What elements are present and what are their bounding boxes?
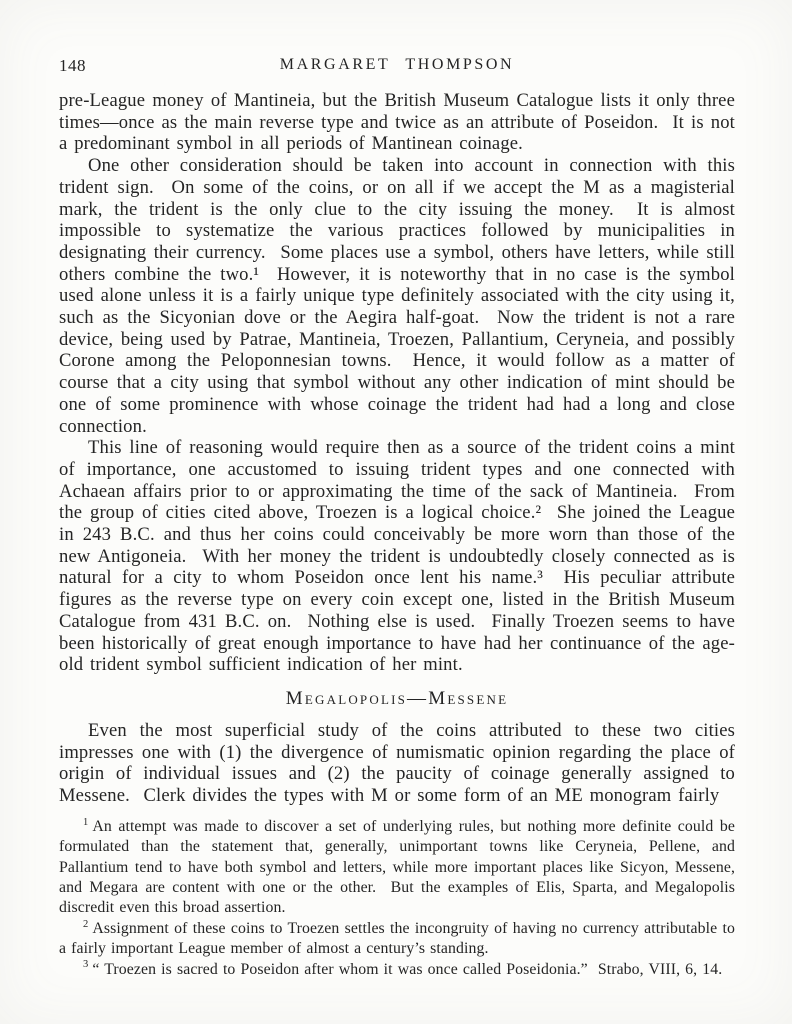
- footnote-text: An attempt was made to discover a set of underlying rules, but nothing more definite could be formulated than the statement that, generally, unimportant towns like Ceryneia, Pellene, and Pallantium tend to have both symbol and letters, while more important places like Sicyon, Messene, and Megara are content with one or the other. But the examples of Elis, Sparta, and Megalopolis discredit even this broad assertion.: [59, 817, 741, 917]
- paragraph: One other consideration should be taken into account in connection with this trident sign. On some of the coins, or on all if we accept the M as a magisterial mark, the trident is the only clue to the city issuing the money. It is almost impossible to systematize the various practices followed by municipalities in designating their currency. Some places use a symbol, others have letters, while still others combine the two.¹ However, it is noteworthy that in no case is the symbol used alone unless it is a fairly unique type definitely associated with the city using it, such as the Sicyonian dove or the Aegira half-goat. Now the trident is not a rare device, being used by Patrae, Mantineia, Troezen, Pallantium, Ceryneia, and possibly Corone among the Peloponnesian towns. Hence, it would follow as a matter of course that a city using that symbol without any other indication of mint should be one of some prominence with whose coinage the trident had had a long and close connection.: [59, 155, 742, 437]
- running-header: [59, 56, 735, 76]
- paragraph-continuation: pre-League money of Mantineia, but the British Museum Catalogue lists it only three times—once as the main reverse type and twice as an attribute of Poseidon. It is not a predominant symbol in all periods of Mantinean coinage.: [59, 90, 742, 155]
- footnote-text: “ Troezen is sacred to Poseidon after whom it was once called Poseidonia.” Strabo, VIII, 6, 14.: [92, 960, 723, 978]
- footnote: [59, 918, 741, 960]
- footnote: [59, 960, 735, 980]
- footnotes-block: [59, 816, 741, 980]
- footnote: [59, 816, 741, 919]
- section-heading: Megalopolis—Messene: [285, 687, 509, 709]
- page-body: [59, 90, 742, 807]
- paragraph: Even the most superficial study of the coins attributed to these two cities impresses one with (1) the divergence of numismatic opinion regarding the place of origin of individual issues and (2) the paucity of coinage generally assigned to Messene. Clerk divides the types with M or some form of an ME monogram fairly: [59, 719, 742, 807]
- page-number: 148: [59, 56, 86, 75]
- footnote-marker: 1: [83, 816, 89, 828]
- running-title: MARGARET THOMPSON: [279, 56, 515, 73]
- footnote-text: Assignment of these coins to Troezen settles the incongruity of having no currency attributable to a fairly important League member of almost a century’s standing.: [59, 919, 741, 958]
- footnote-marker: 2: [83, 918, 89, 930]
- paragraph: This line of reasoning would require then as a source of the trident coins a mint of importance, one accustomed to issuing trident types and one connected with Achaean affairs prior to or approximating the time of the sack of Mantineia. From the group of cities cited above, Troezen is a logical choice.² She joined the League in 243 B.C. and thus her coins could conceivably be more worn than those of the new Antigoneia. With her money the trident is undoubtedly closely connected as is natural for a city to whom Poseidon once lent his name.³ His peculiar attribute figures as the reverse type on every coin except one, listed in the British Museum Catalogue from 431 B.C. on. Nothing else is used. Finally Troezen seems to have been historically of great enough importance to have had her continuance of the age-old trident symbol sufficient indication of her mint.: [59, 437, 742, 676]
- footnote-marker: 3: [83, 959, 89, 971]
